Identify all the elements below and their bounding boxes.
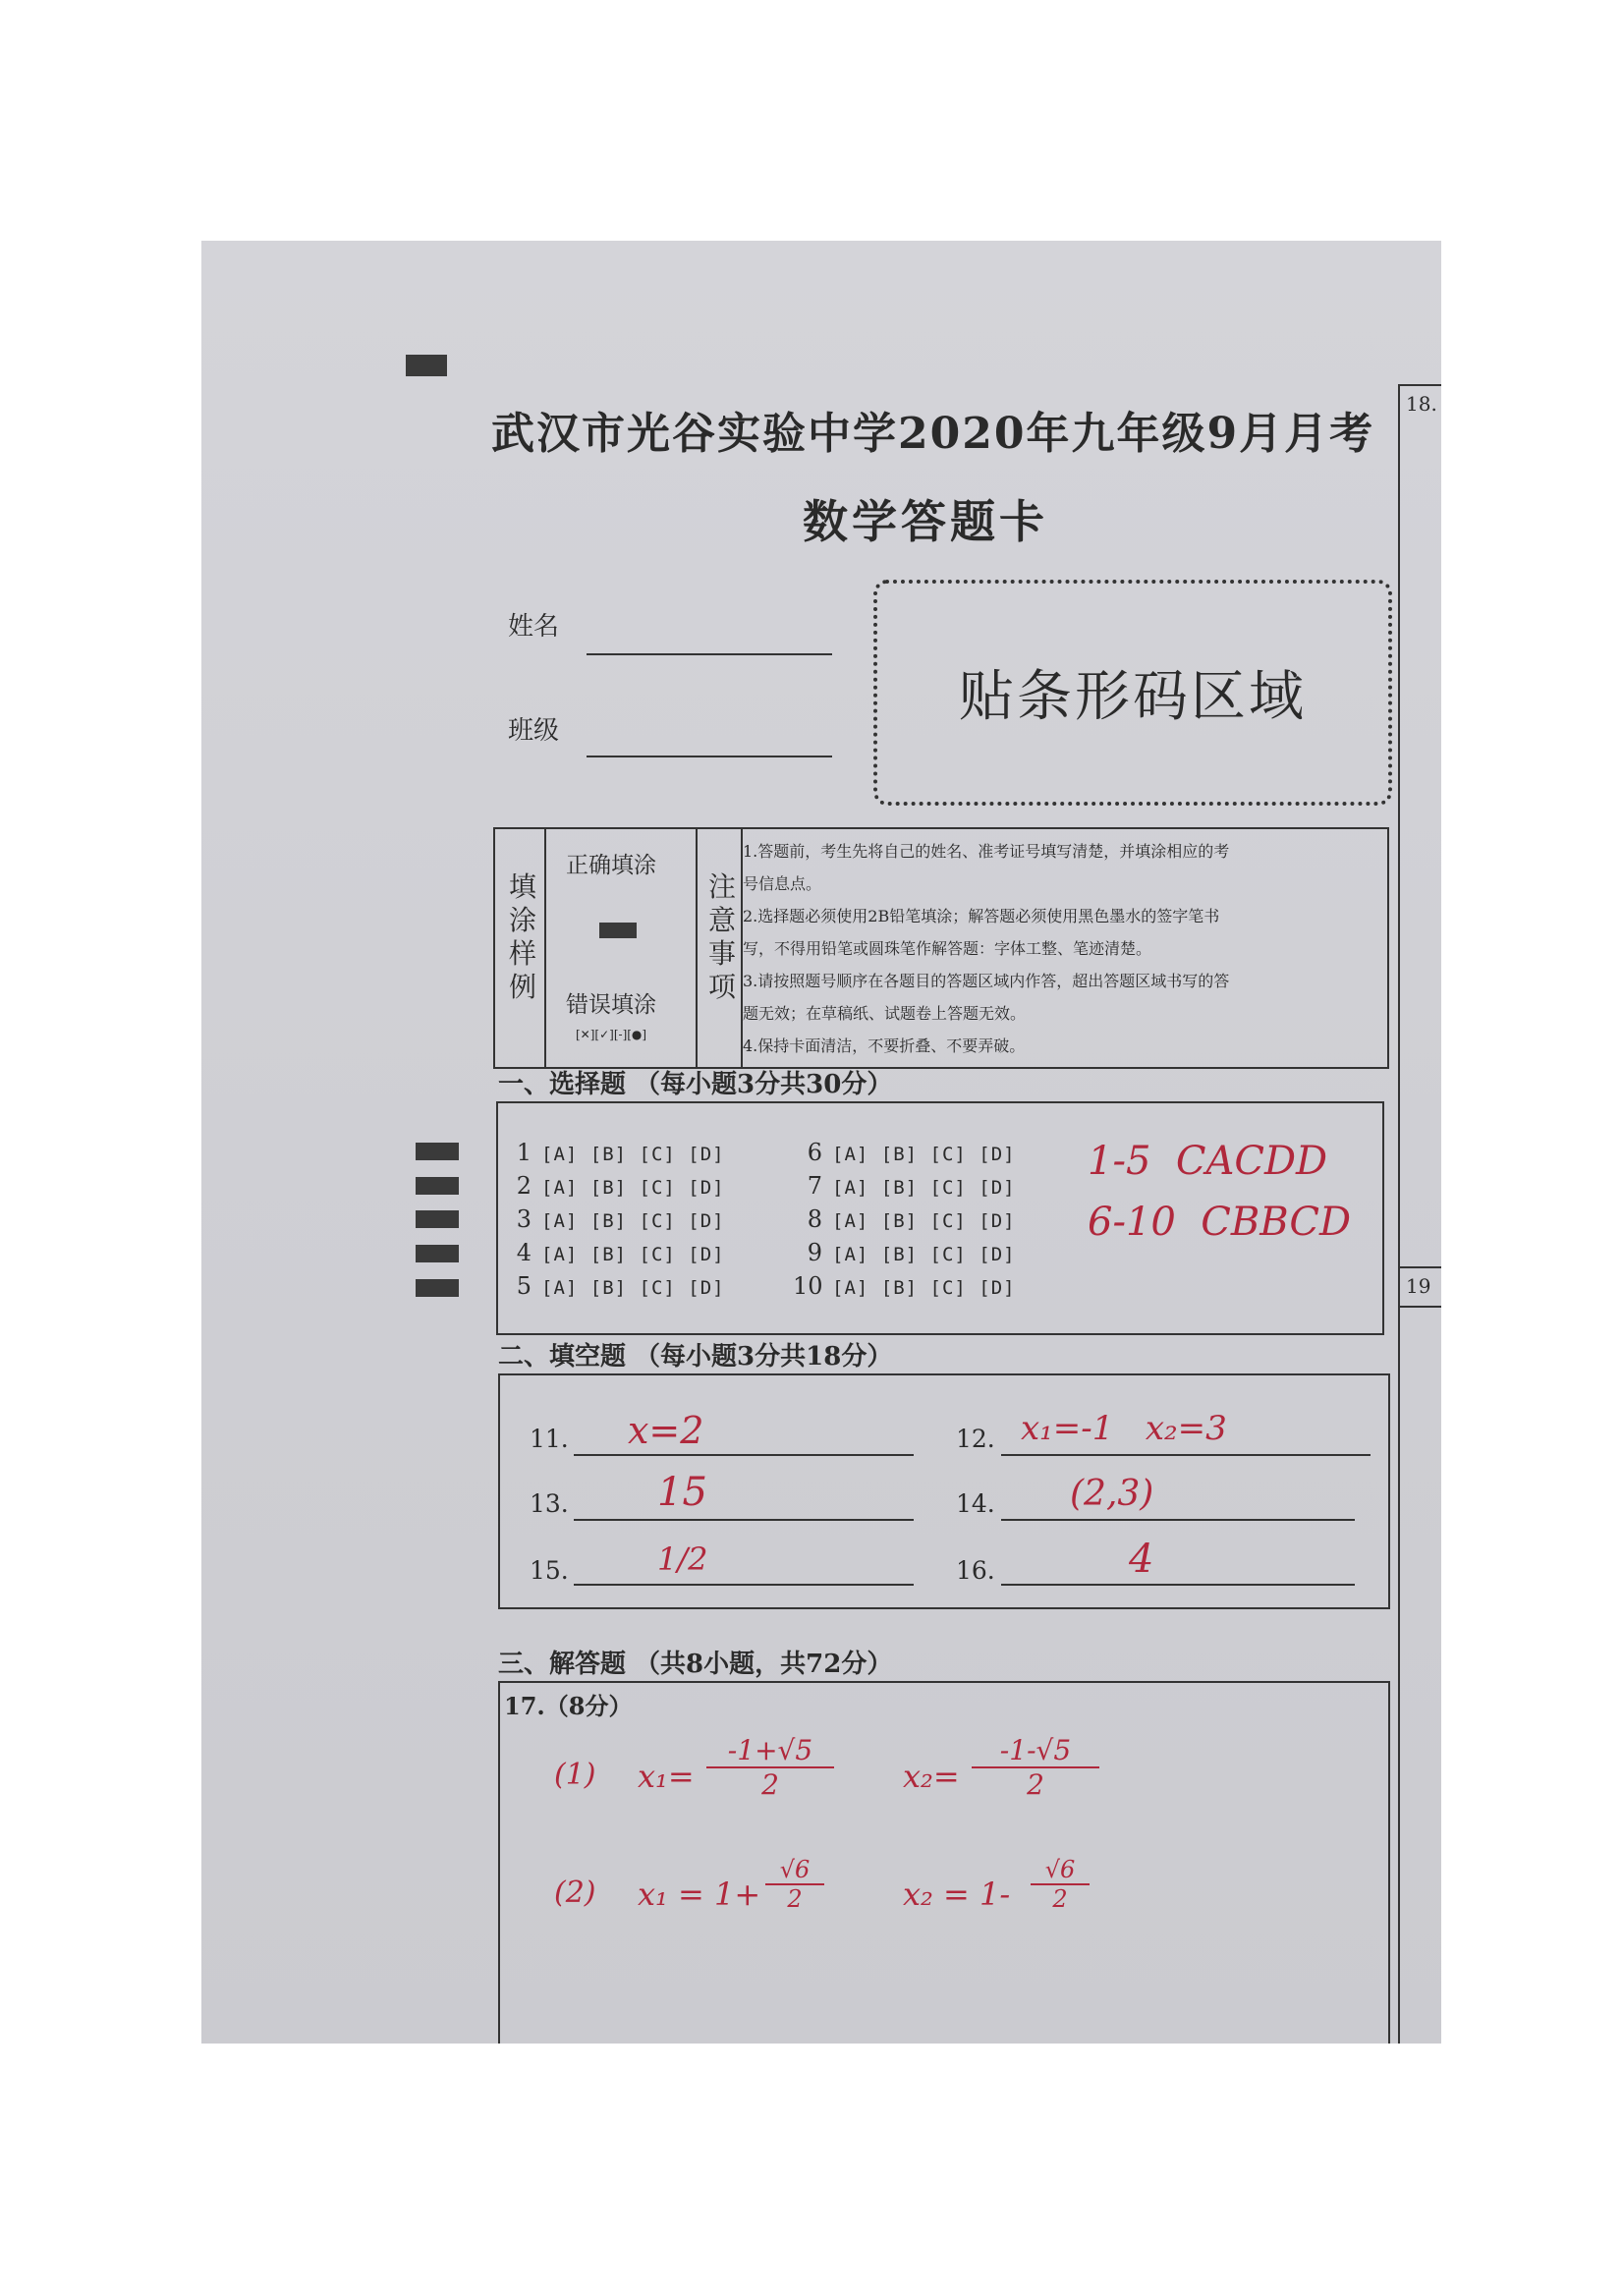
choice-options[interactable]: [A] [B] [C] [D]: [832, 1210, 1016, 1232]
note-line: 1.答题前，考生先将自己的姓名、准考证号填写清楚，并填涂相应的考: [743, 842, 1230, 861]
note-line: 写，不得用铅笔或圆珠笔作解答题：字体工整、笔迹清楚。: [743, 939, 1152, 958]
exam-title: 武汉市光谷实验中学2020年九年级9月月考: [491, 409, 1375, 459]
q17-part2-label: (2): [554, 1876, 596, 1910]
choice-row-3[interactable]: [502, 1205, 725, 1233]
q17-x1-fraction: [706, 1734, 834, 1801]
fraction-denominator: 2: [1052, 1885, 1068, 1913]
note-line: 3.请按照题号顺序在各题目的答题区域内作答，超出答题区域书写的答: [743, 972, 1230, 990]
fill-example-cell: [546, 829, 698, 1067]
blank-answer-15: 1/2: [657, 1540, 708, 1578]
notes-label: 注意事项: [708, 870, 737, 1003]
name-label: 姓名: [508, 612, 560, 642]
correct-fill-label: 正确填涂: [566, 853, 656, 878]
wrong-fill-samples: [✕][✓][-][●]: [576, 1028, 647, 1041]
choice-num: 5: [516, 1272, 532, 1300]
note-line: 2.选择题必须使用2B铅笔填涂；解答题必须使用黑色墨水的签字笔书: [743, 907, 1220, 925]
choice-options[interactable]: [A] [B] [C] [D]: [541, 1244, 725, 1265]
q19-panel-edge: [1398, 1266, 1441, 2044]
blank-line-16[interactable]: [1001, 1584, 1355, 1586]
choice-row-10[interactable]: [793, 1272, 1016, 1300]
blank-answer-16: 4: [1129, 1537, 1154, 1582]
fill-example-label-cell: [495, 829, 546, 1067]
choice-row-4[interactable]: [502, 1239, 725, 1266]
choice-num: 2: [516, 1172, 532, 1200]
section2-title: 二、填空题 （每小题3分共18分）: [498, 1342, 893, 1372]
blank-answer-12: x₁=-1 x₂=3: [1021, 1409, 1227, 1448]
section3-title: 三、解答题 （共8小题，共72分）: [498, 1650, 893, 1679]
fraction-numerator: √6: [1031, 1856, 1090, 1885]
blank-num-16: 16.: [956, 1556, 995, 1585]
choice-box: [496, 1101, 1384, 1335]
choice-options[interactable]: [A] [B] [C] [D]: [541, 1210, 725, 1232]
choice-num: 8: [807, 1205, 822, 1233]
choice-options[interactable]: [A] [B] [C] [D]: [832, 1144, 1016, 1165]
q17-answer-box: [498, 1681, 1390, 2044]
blank-num-12: 12.: [956, 1425, 995, 1453]
choice-row-6[interactable]: [793, 1139, 1016, 1166]
alignment-mark-5: [416, 1279, 459, 1297]
q17-x1b-fraction: [765, 1856, 824, 1913]
blank-answer-11: x=2: [628, 1409, 704, 1452]
blank-num-13: 13.: [530, 1489, 569, 1518]
class-label: 班级: [508, 716, 560, 746]
blank-answer-13: 15: [657, 1470, 707, 1515]
notes-text: [743, 835, 1381, 1062]
choice-options[interactable]: [A] [B] [C] [D]: [832, 1244, 1016, 1265]
choice-num: 9: [807, 1239, 822, 1266]
alignment-mark-3: [416, 1210, 459, 1228]
scanned-answer-sheet: [201, 241, 1441, 2044]
choice-row-9[interactable]: [793, 1239, 1016, 1266]
blank-line-12[interactable]: [1001, 1454, 1371, 1456]
blank-line-15[interactable]: [574, 1584, 914, 1586]
q18-panel-edge: [1398, 384, 1441, 1308]
choice-row-8[interactable]: [793, 1205, 1016, 1233]
choice-row-1[interactable]: [502, 1139, 725, 1166]
choice-num: 1: [516, 1139, 532, 1166]
choice-options[interactable]: [A] [B] [C] [D]: [541, 1277, 725, 1299]
fraction-denominator: 2: [761, 1768, 779, 1801]
fraction-numerator: √6: [765, 1856, 824, 1885]
q17-x1-lhs: x₁=: [638, 1758, 695, 1795]
note-line: 题无效；在草稿纸、试题卷上答题无效。: [743, 1004, 1027, 1023]
class-field[interactable]: [587, 756, 832, 757]
q17-x2-lhs: x₂=: [903, 1758, 960, 1795]
alignment-mark-1: [416, 1143, 459, 1160]
wrong-fill-label: 错误填涂: [566, 992, 656, 1018]
sheet-subtitle: 数学答题卡: [803, 495, 1048, 548]
q18-label: 18.: [1406, 392, 1437, 416]
q19-label: 19: [1406, 1274, 1431, 1298]
handwritten-answers-1-5: 1-5 CACDD: [1088, 1139, 1328, 1184]
choice-options[interactable]: [A] [B] [C] [D]: [832, 1277, 1016, 1299]
fill-example-label: 填涂样例: [509, 870, 537, 1003]
choice-row-7[interactable]: [793, 1172, 1016, 1200]
instructions-table: [493, 827, 1389, 1069]
fraction-numerator: -1+√5: [706, 1734, 834, 1768]
alignment-mark-top: [406, 355, 447, 376]
q17-x2-fraction: [972, 1734, 1099, 1801]
choice-options[interactable]: [A] [B] [C] [D]: [832, 1177, 1016, 1199]
fraction-numerator: -1-√5: [972, 1734, 1099, 1768]
alignment-mark-4: [416, 1245, 459, 1262]
barcode-area-label: 贴条形码区域: [959, 665, 1307, 729]
choice-num: 7: [807, 1172, 822, 1200]
blank-answer-14: (2,3): [1070, 1474, 1154, 1514]
q17-part1-label: (1): [554, 1758, 596, 1792]
blank-num-15: 15.: [530, 1556, 569, 1585]
blank-line-11[interactable]: [574, 1454, 914, 1456]
choice-num: 3: [516, 1205, 532, 1233]
fraction-denominator: 2: [787, 1885, 803, 1913]
choice-num: 4: [516, 1239, 532, 1266]
fraction-denominator: 2: [1027, 1768, 1044, 1801]
choice-row-5[interactable]: [502, 1272, 725, 1300]
choice-num: 10: [793, 1272, 823, 1300]
q17-x1b-lhs: x₁ = 1+: [638, 1876, 761, 1913]
name-field[interactable]: [587, 653, 832, 655]
blank-line-13[interactable]: [574, 1519, 914, 1521]
handwritten-answers-6-10: 6-10 CBBCD: [1088, 1200, 1352, 1245]
choice-options[interactable]: [A] [B] [C] [D]: [541, 1177, 725, 1199]
choice-num: 6: [807, 1139, 822, 1166]
blank-line-14[interactable]: [1001, 1519, 1355, 1521]
q17-x2b-fraction: [1031, 1856, 1090, 1913]
section1-title: 一、选择题 （每小题3分共30分）: [498, 1070, 893, 1099]
q17-x2b-lhs: x₂ = 1-: [903, 1876, 1011, 1913]
note-line: 4.保持卡面清洁，不要折叠、不要弄破。: [743, 1036, 1026, 1055]
blank-num-14: 14.: [956, 1489, 995, 1518]
correct-fill-sample: [599, 923, 637, 938]
notes-label-cell: [698, 829, 743, 1067]
alignment-mark-2: [416, 1177, 459, 1195]
blank-num-11: 11.: [530, 1425, 569, 1453]
choice-row-2[interactable]: [502, 1172, 725, 1200]
fill-blank-box: [498, 1373, 1390, 1609]
q17-label: 17.（8分）: [504, 1692, 633, 1720]
barcode-area: [873, 580, 1392, 806]
choice-options[interactable]: [A] [B] [C] [D]: [541, 1144, 725, 1165]
note-line: 号信息点。: [743, 874, 822, 893]
